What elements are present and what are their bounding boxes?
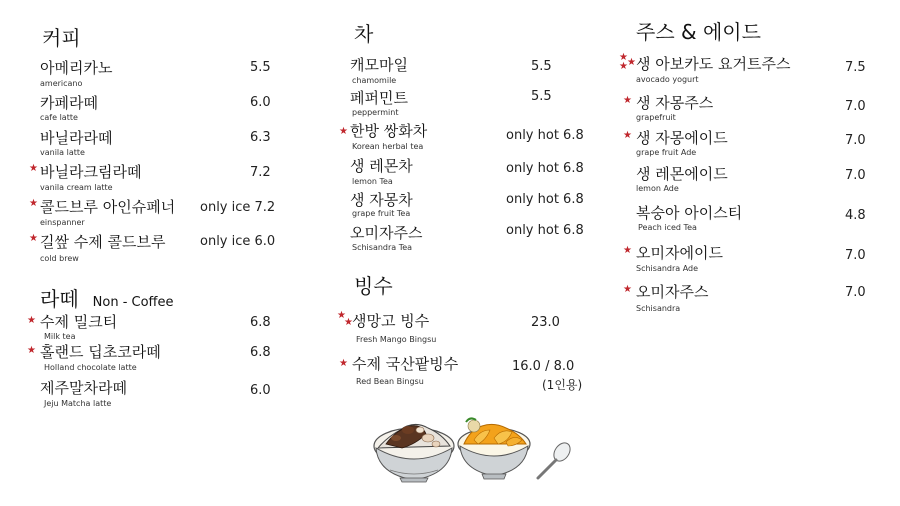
latte-title-text: 라떼 [40, 287, 79, 311]
star-icon: ★ [27, 315, 36, 326]
item-english-name: grape fruit Tea [352, 209, 411, 218]
item-name: 생 자몽차 [350, 191, 413, 209]
latte-title [40, 283, 174, 312]
item-price: 7.0 [845, 168, 866, 183]
tea-title: 차 [354, 22, 374, 46]
bingsu-title: 빙수 [354, 274, 393, 298]
item-english-name: grapefruit [636, 113, 676, 122]
star-icon: ★ [337, 310, 346, 321]
star-icon: ★ [623, 130, 632, 141]
item-name: 콜드브루 아인슈페너 [40, 198, 176, 216]
item-english-name: vanila latte [40, 148, 85, 157]
item-price: 4.8 [845, 208, 866, 223]
mango-bingsu-bowl-icon [458, 418, 530, 479]
item-price: only hot 6.8 [506, 128, 584, 143]
star-icon: ★ [339, 126, 348, 137]
star-icon: ★ [27, 345, 36, 356]
star-icon: ★ [623, 95, 632, 106]
item-name: 오미자에이드 [636, 244, 723, 262]
star-icon: ★ [619, 52, 628, 63]
item-english-name: einspanner [40, 218, 85, 227]
item-price: 6.8 [250, 345, 271, 360]
item-name: 제주말차라떼 [40, 379, 127, 397]
item-english-name: peppermint [352, 108, 399, 117]
item-english-name: grape fruit Ade [636, 148, 697, 157]
item-name: 복숭아 아이스티 [636, 204, 743, 222]
item-price: 7.0 [845, 285, 866, 300]
item-english-name: cold brew [40, 254, 79, 263]
item-name: 오미자주스 [350, 224, 423, 242]
item-english-name: Fresh Mango Bingsu [356, 335, 437, 344]
item-english-name: lemon Tea [352, 177, 393, 186]
item-price: 5.5 [531, 59, 552, 74]
item-price: 5.5 [531, 89, 552, 104]
item-english-name: Red Bean Bingsu [356, 377, 424, 386]
item-price: 7.0 [845, 133, 866, 148]
star-icon: ★ [627, 57, 636, 68]
item-name: 페퍼민트 [350, 89, 408, 107]
item-name: 생 레몬에이드 [636, 165, 728, 183]
item-price: 7.2 [250, 165, 271, 180]
item-english-name: americano [40, 79, 83, 88]
star-icon: ★ [29, 198, 38, 209]
item-name: 아메리카노 [40, 59, 113, 77]
star-icon: ★ [623, 284, 632, 295]
spoon-icon [538, 440, 573, 478]
item-price: 23.0 [531, 315, 560, 330]
item-price: 7.0 [845, 248, 866, 263]
item-price: 6.3 [250, 130, 271, 145]
star-icon: ★ [339, 358, 348, 369]
item-name: 오미자주스 [636, 283, 709, 301]
item-english-name: Schisandra Ade [636, 264, 699, 273]
item-english-name: vanila cream latte [40, 183, 113, 192]
coffee-title: 커피 [42, 26, 81, 50]
item-name: 생망고 빙수 [352, 312, 430, 330]
item-price: only ice 7.2 [200, 200, 276, 215]
item-english-name: lemon Ade [636, 184, 679, 193]
item-name: 길쌒 수제 콜드브루 [40, 233, 166, 251]
item-name: 생 아보카도 요거트주스 [636, 55, 791, 73]
item-price: 5.5 [250, 60, 271, 75]
item-english-name: cafe latte [40, 113, 78, 122]
item-name: 한방 쌍화차 [350, 122, 428, 140]
item-name: 수제 밀크티 [40, 313, 118, 331]
item-english-name: Milk tea [44, 332, 76, 341]
star-icon: ★ [623, 245, 632, 256]
latte-subtitle: Non - Coffee [92, 295, 174, 310]
item-name: 카페라떼 [40, 94, 98, 112]
item-name: 홀랜드 딥초코라떼 [40, 343, 161, 361]
item-price: only hot 6.8 [506, 161, 584, 176]
juice-title: 주스 & 에이드 [636, 20, 761, 44]
item-name: 생 자몽주스 [636, 94, 714, 112]
star-icon: ★ [29, 233, 38, 244]
item-english-name: avocado yogurt [636, 75, 699, 84]
item-price: 7.5 [845, 60, 866, 75]
item-name: 생 레몬차 [350, 157, 413, 175]
item-name: 바닐라라떼 [40, 129, 113, 147]
item-english-name: chamomile [352, 76, 397, 85]
bingsu-illustration [366, 408, 576, 486]
single-serving-note: (1인용) [542, 378, 583, 392]
item-price: only ice 6.0 [200, 234, 276, 249]
item-price: 7.0 [845, 99, 866, 114]
item-name: 캐모마일 [350, 56, 408, 74]
item-name: 바닐라크림라떼 [40, 163, 142, 181]
item-price: only hot 6.8 [506, 192, 584, 207]
item-name: 수제 국산팥빙수 [352, 355, 459, 373]
item-english-name: Jeju Matcha latte [44, 399, 112, 408]
item-price: 16.0 / 8.0 [512, 359, 575, 374]
item-english-name: Peach iced Tea [638, 223, 697, 232]
item-price: 6.8 [250, 315, 271, 330]
star-icon: ★ [619, 61, 628, 72]
star-icon: ★ [344, 317, 353, 328]
item-price: only hot 6.8 [506, 223, 584, 238]
star-icon: ★ [29, 163, 38, 174]
item-name: 생 자몽에이드 [636, 129, 728, 147]
item-english-name: Schisandra [636, 304, 681, 313]
red-bean-bingsu-bowl-icon [374, 424, 454, 482]
item-price: 6.0 [250, 95, 271, 110]
item-english-name: Holland chocolate latte [44, 363, 137, 372]
item-english-name: Korean herbal tea [352, 142, 424, 151]
item-price: 6.0 [250, 383, 271, 398]
item-english-name: Schisandra Tea [352, 243, 413, 252]
